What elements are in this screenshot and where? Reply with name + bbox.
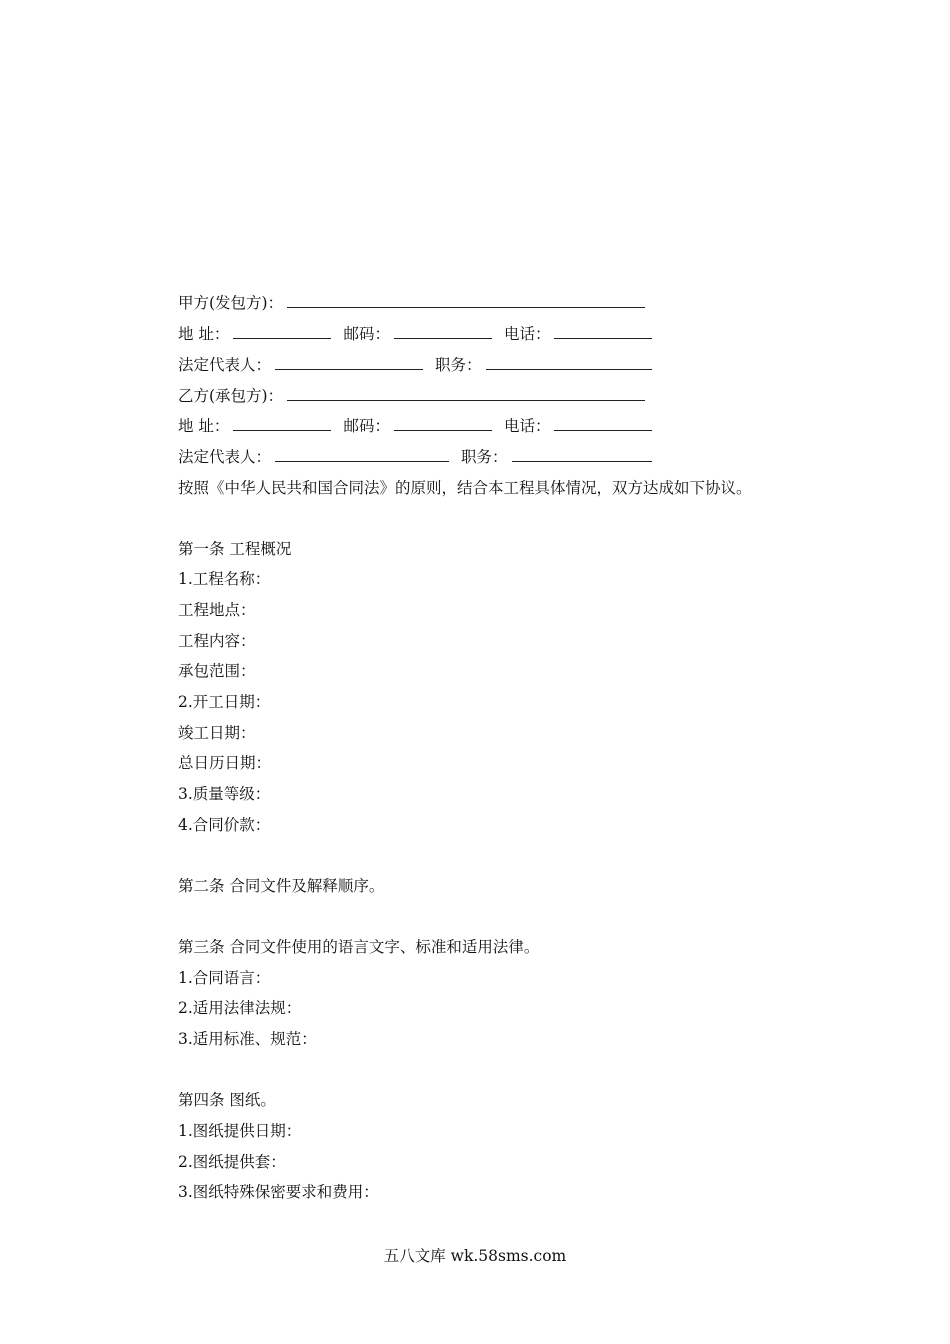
party-a-rep-row [178, 352, 664, 378]
list-item: 3.适用标准、规范： [178, 1030, 317, 1048]
list-item: 2.适用法律法规： [178, 999, 302, 1017]
party-a-address-blank [233, 322, 331, 339]
party-b-blank [287, 384, 645, 401]
footer-watermark: 五八文库 wk.58sms.com [383, 1247, 567, 1265]
party-b-position-blank [512, 445, 652, 462]
party-b-label: 乙方(承包方)： [178, 387, 284, 405]
party-a-phone-blank [554, 322, 652, 339]
party-a-label: 甲方(发包方)： [178, 294, 284, 312]
article-3-title: 第三条 合同文件使用的语言文字、标准和适用法律。 [178, 938, 540, 956]
party-b-address-blank [233, 414, 331, 431]
list-item: 3.图纸特殊保密要求和费用： [178, 1183, 379, 1201]
party-b-address-label: 地 址： [178, 417, 230, 435]
party-a-rep-blank [275, 353, 423, 370]
party-b-postcode-label: 邮码： [343, 417, 390, 435]
party-a-row [178, 290, 657, 316]
party-a-phone-label: 电话： [503, 325, 551, 343]
list-item: 承包范围： [178, 662, 256, 680]
list-item: 3.质量等级： [178, 785, 271, 803]
article-2-title: 第二条 合同文件及解释顺序。 [178, 877, 385, 895]
party-a-blank [287, 291, 645, 308]
list-item: 2.图纸提供套： [178, 1153, 286, 1171]
article-4-title: 第四条 图纸。 [178, 1091, 276, 1109]
party-b-position-label: 职务： [461, 448, 508, 466]
party-b-postcode-blank [394, 414, 492, 431]
party-a-contact-row [178, 321, 664, 347]
party-b-phone-blank [554, 414, 652, 431]
party-b-row [178, 383, 657, 409]
party-b-rep-blank [275, 445, 449, 462]
list-item: 1.图纸提供日期： [178, 1122, 302, 1140]
list-item: 工程地点： [178, 601, 256, 619]
list-item: 1.工程名称： [178, 570, 271, 588]
party-a-postcode-blank [394, 322, 492, 339]
list-item: 竣工日期： [178, 724, 256, 742]
party-a-position-blank [486, 353, 652, 370]
party-a-rep-label: 法定代表人： [178, 356, 272, 374]
article-1-title: 第一条 工程概况 [178, 540, 292, 558]
party-b-rep-label: 法定代表人： [178, 448, 272, 466]
party-b-contact-row [178, 413, 664, 439]
list-item: 4.合同价款： [178, 816, 271, 834]
party-a-address-label: 地 址： [178, 325, 230, 343]
list-item: 工程内容： [178, 632, 256, 650]
party-b-phone-label: 电话： [503, 417, 551, 435]
list-item: 1.合同语言： [178, 969, 271, 987]
party-a-position-label: 职务： [435, 356, 482, 374]
list-item: 总日历日期： [178, 754, 272, 772]
preamble: 按照《中华人民共和国合同法》的原则，结合本工程具体情况，双方达成如下协议。 [178, 479, 752, 497]
party-b-rep-row [178, 444, 664, 470]
party-a-postcode-label: 邮码： [343, 325, 390, 343]
list-item: 2.开工日期： [178, 693, 271, 711]
